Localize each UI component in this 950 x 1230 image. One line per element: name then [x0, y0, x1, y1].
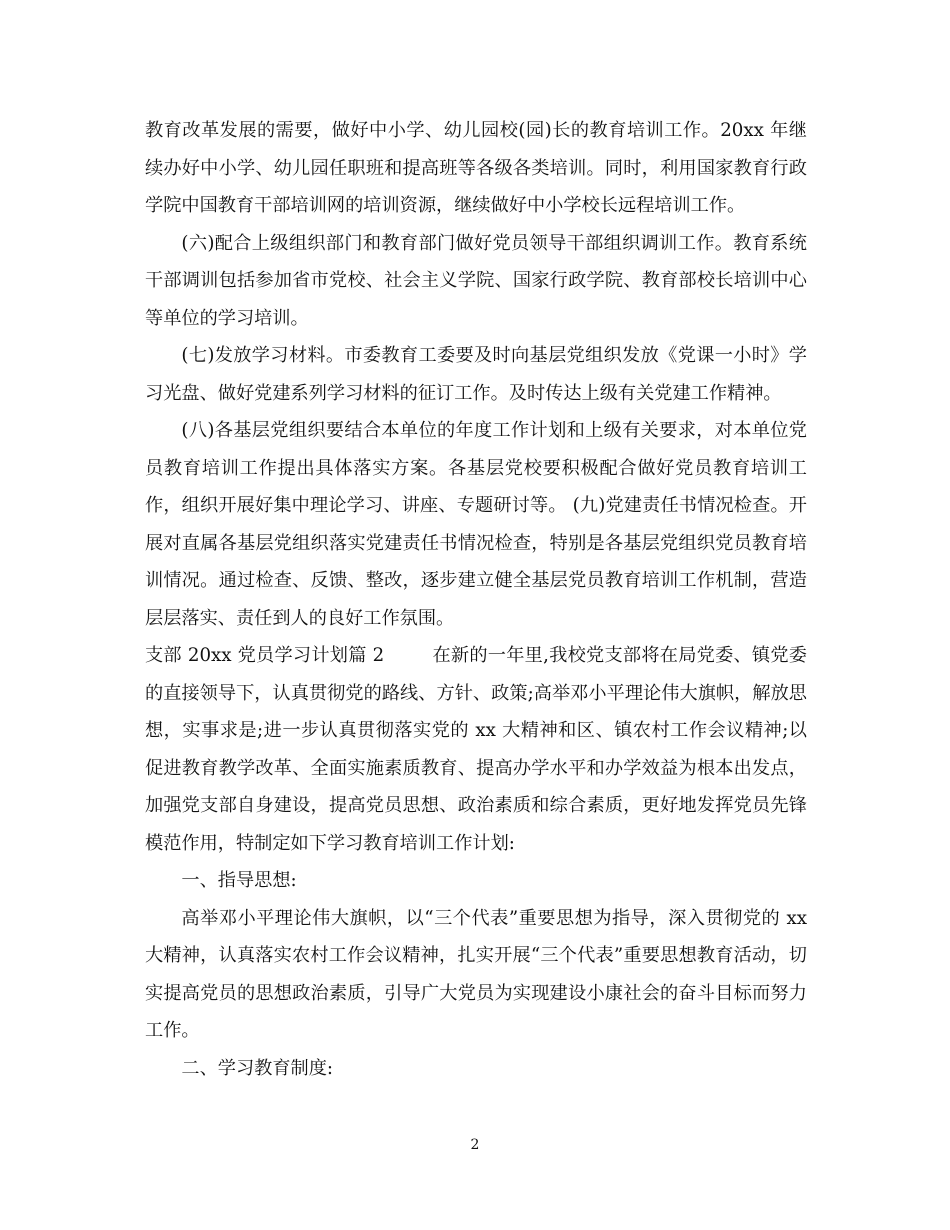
paragraph-text: 二、学习教育制度:: [181, 1057, 334, 1079]
paragraph-item-seven: [145, 337, 807, 412]
paragraph-item-six: [145, 225, 807, 338]
paragraph-text: (七)发放学习材料。市委教育工委要及时向基层党组织发放《党课一小时》学习光盘、做好党建系列学习材料的征订工作。及时传达上级有关党建工作精神。: [145, 345, 807, 404]
heading-gap: [384, 645, 432, 666]
section-heading-study-system: [145, 1050, 807, 1088]
paragraph-text: (八)各基层党组织要结合本单位的年度工作计划和上级有关要求，对本单位党员教育培训工作提出具体落实方案。各基层党校要积极配合做好党员教育培训工作，组织开展好集中理论学习、讲座、专题研讨等。 (九)党建责任书情况检查。开展对直属各基层党组织落实党建责任书情况检查，特别是各基层党组织党员教育培训情况。通过检查、反馈、整改，逐步建立健全基层党员教育培训工作机制，营造层层落实、责任到人的良好工作氛围。: [145, 420, 807, 629]
paragraph-guiding-ideology: [145, 900, 807, 1050]
section-heading-inline: 支部 20xx 党员学习计划篇 2: [145, 645, 385, 666]
paragraph-text: 高举邓小平理论伟大旗帜，以“三个代表”重要思想为指导，深入贯彻党的 xx 大精神，认真落实农村工作会议精神，扎实开展“三个代表”重要思想教育活动，切实提高党员的思想政治素质，引导广大党员为实现建设小康社会的奋斗目标而努力工作。: [145, 907, 807, 1041]
section-heading-guiding-ideology: [145, 862, 807, 900]
document-body: [145, 112, 807, 1087]
paragraph-plan-part-two: [145, 637, 807, 862]
page-number: 2: [470, 1137, 480, 1153]
paragraph-item-eight: [145, 412, 807, 637]
paragraph-text: 教育改革发展的需要，做好中小学、幼儿园校(园)长的教育培训工作。20xx 年继续办好中小学、幼儿园任职班和提高班等各级各类培训。同时，利用国家教育行政学院中国教育干部培训网的培训资源，继续做好中小学校长远程培训工作。: [145, 120, 807, 216]
paragraph-text: (六)配合上级组织部门和教育部门做好党员领导干部组织调训工作。教育系统干部调训包括参加省市党校、社会主义学院、国家行政学院、教育部校长培训中心等单位的学习培训。: [145, 232, 807, 329]
paragraph-training-continuation: [145, 112, 807, 225]
paragraph-text: 在新的一年里,我校党支部将在局党委、镇党委的直接领导下，认真贯彻党的路线、方针、政策;高举邓小平理论伟大旗帜，解放思想，实事求是;进一步认真贯彻落实党的 xx 大精神和区、镇农村工作会议精神;以促进教育教学改革、全面实施素质教育、提高办学水平和办学效益为根本出发点，加强党支部自身建设，提高党员思想、政治素质和综合素质，更好地发挥党员先锋模范作用，特制定如下学习教育培训工作计划:: [145, 645, 807, 854]
paragraph-text: 一、指导思想:: [181, 870, 297, 891]
